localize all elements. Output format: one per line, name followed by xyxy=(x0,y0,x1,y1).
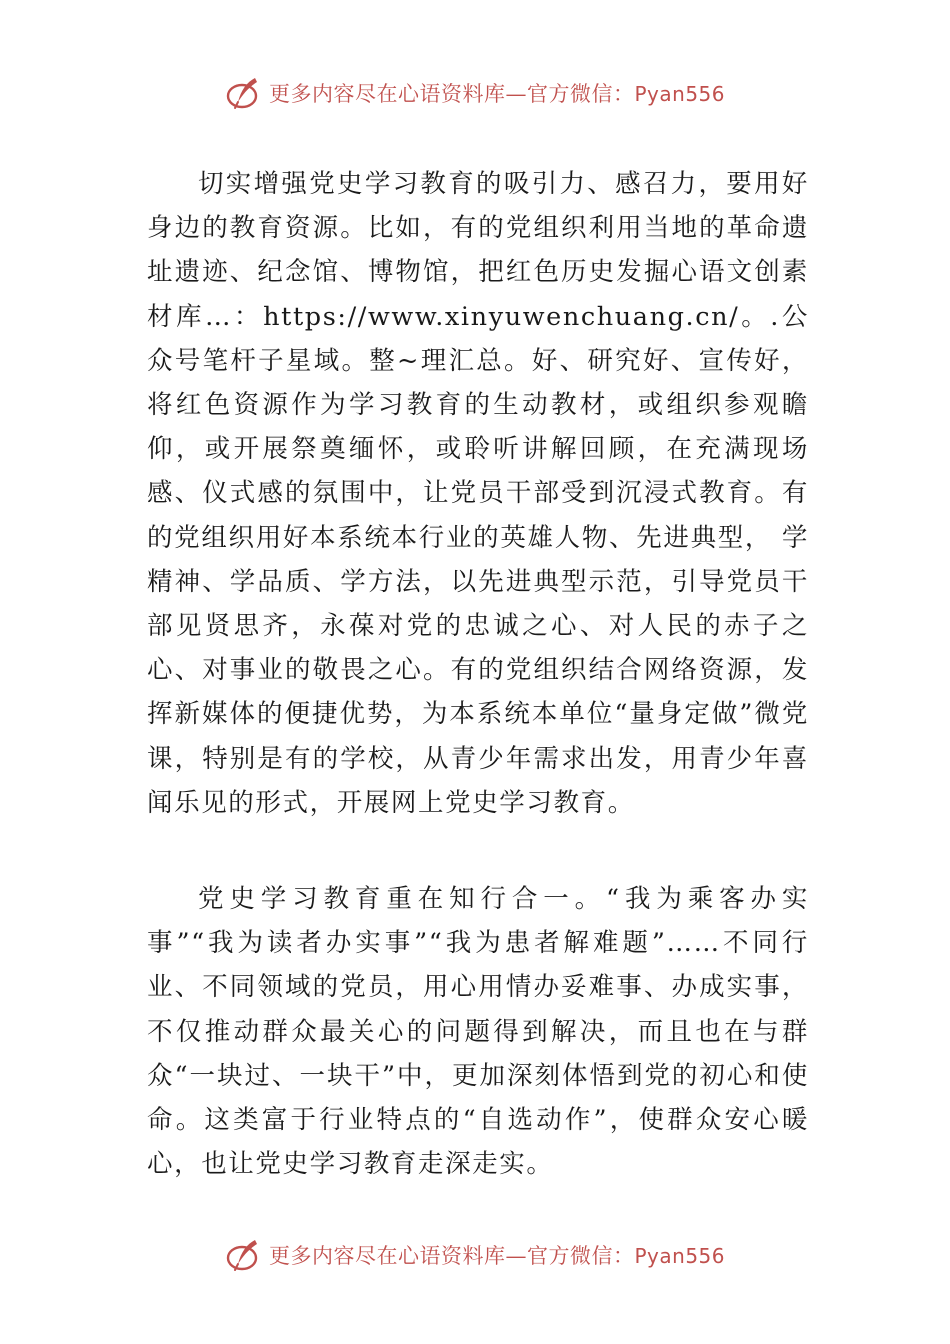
header-banner-label: 更多内容尽在心语资料库—官方微信： xyxy=(268,82,635,106)
header-wechat-id: Pyan556 xyxy=(634,82,725,106)
header-banner xyxy=(0,70,950,116)
document-body xyxy=(147,162,809,1186)
paragraph-1: 切实增强党史学习教育的吸引力、感召力，要用好身边的教育资源。比如，有的党组织利用当地的革命遗址遗迹、纪念馆、博物馆，把红色历史发掘心语文创素材库…：https://www.xinyuwenchuang.cn/。.公众号笔杆子星域。整~理汇总。好、研究好、宣传好，将红色资源作为学习教育的生动教材，或组织参观瞻仰，或开展祭奠缅怀，或聆听讲解回顾，在充满现场感、仪式感的氛围中，让党员干部受到沉浸式教育。有的党组织用好本系统本行业的英雄人物、先进典型， 学精神、学品质、学方法，以先进典型示范，引导党员干部见贤思齐，永葆对党的忠诚之心、对人民的赤子之心、对事业的敬畏之心。有的党组织结合网络资源，发挥新媒体的便捷优势，为本系统本单位“量身定做”微党课，特别是有的学校，从青少年需求出发，用青少年喜闻乐见的形式，开展网上党史学习教育。 xyxy=(147,169,809,818)
footer-banner-text xyxy=(269,1240,725,1270)
feather-quill-logo-icon xyxy=(225,74,263,112)
header-banner-text xyxy=(269,78,725,108)
footer-banner-label: 更多内容尽在心语资料库—官方微信： xyxy=(268,1244,635,1268)
footer-banner xyxy=(0,1232,950,1278)
footer-wechat-id: Pyan556 xyxy=(634,1244,725,1268)
paragraph-2: 党史学习教育重在知行合一。“我为乘客办实事”“我为读者办实事”“我为患者解难题”……不同行业、不同领域的党员，用心用情办妥难事、办成实事，不仅推动群众最关心的问题得到解决，而且也在与群众“一块过、一块干”中，更加深刻体悟到党的初心和使命。这类富于行业特点的“自选动作”，使群众安心暖心，也让党史学习教育走深走实。 xyxy=(147,884,809,1180)
feather-quill-logo-icon xyxy=(225,1236,263,1274)
